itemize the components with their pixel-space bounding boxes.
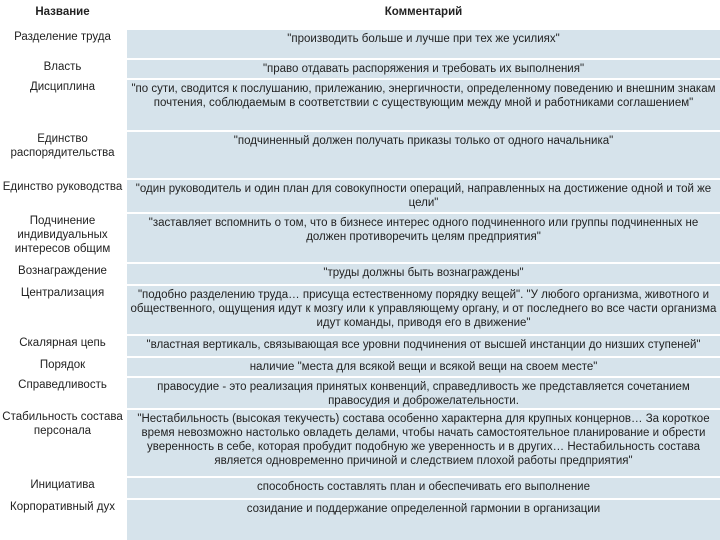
table-row bbox=[0, 356, 720, 376]
table-row bbox=[0, 408, 720, 476]
table-row bbox=[0, 334, 720, 356]
row-name: Справедливость bbox=[0, 376, 125, 408]
row-name: Скалярная цепь bbox=[0, 334, 125, 356]
row-comment: "заставляет вспомнить о том, что в бизнесе интерес одного подчиненного или группы подчиненных не должен противоречить целям предприятия" bbox=[127, 212, 720, 262]
table-row bbox=[0, 28, 720, 58]
row-comment: "право отдавать распоряжения и требовать их выполнения" bbox=[127, 58, 720, 78]
table-row bbox=[0, 262, 720, 284]
row-comment: "подобно разделению труда… присуща естественному порядку вещей". "У любого организма, животного и общественного, ощущения идут к мозгу или к управляющему органу, и от последнего во все части организма идут команды, приводя его в движение" bbox=[127, 284, 720, 334]
row-comment: наличие "места для всякой вещи и всякой вещи на своем месте" bbox=[127, 356, 720, 376]
row-comment: "по сути, сводится к послушанию, прилежанию, энергичности, определенному поведению и внешним знакам почтения, соблюдаемым в соответствии с существующим между мной и работниками соглашением" bbox=[127, 78, 720, 130]
table-row bbox=[0, 212, 720, 262]
row-comment: "Нестабильность (высокая текучесть) состава особенно характерна для крупных концернов… За короткое время невозможно настолько овладеть делами, чтобы начать самостоятельное планирование и обрести уверенность в себе, которая пробудит подобную же уверенность и в других… Нестабильность состава является одновременно причиной и следствием плохой работы предприятия" bbox=[127, 408, 720, 476]
row-name: Централизация bbox=[0, 284, 125, 334]
row-comment: способность составлять план и обеспечивать его выполнение bbox=[127, 476, 720, 498]
table-row bbox=[0, 376, 720, 408]
row-comment: "один руководитель и один план для совокупности операций, направленных на достижение одной и той же цели" bbox=[127, 178, 720, 212]
row-name: Корпоративный дух bbox=[0, 498, 125, 540]
table-row bbox=[0, 78, 720, 130]
row-name: Стабильность состава персонала bbox=[0, 408, 125, 476]
row-name: Власть bbox=[0, 58, 125, 78]
row-name: Единство руководства bbox=[0, 178, 125, 212]
table-row bbox=[0, 498, 720, 540]
table-row bbox=[0, 476, 720, 498]
header-comment: Комментарий bbox=[127, 0, 720, 28]
table-row bbox=[0, 284, 720, 334]
row-comment: правосудие - это реализация принятых конвенций, справедливость же представляется сочетанием правосудия и доброжелательности. bbox=[127, 376, 720, 408]
row-comment: "подчиненный должен получать приказы только от одного начальника" bbox=[127, 130, 720, 178]
row-comment: созидание и поддержание определенной гармонии в организации bbox=[127, 498, 720, 540]
row-name: Порядок bbox=[0, 356, 125, 376]
column-divider bbox=[125, 0, 127, 540]
row-name: Инициатива bbox=[0, 476, 125, 498]
row-name: Дисциплина bbox=[0, 78, 125, 130]
table-row bbox=[0, 178, 720, 212]
row-name: Подчинение индивидуальных интересов общим bbox=[0, 212, 125, 262]
row-name: Разделение труда bbox=[0, 28, 125, 58]
table-header bbox=[0, 0, 720, 28]
row-comment: "властная вертикаль, связывающая все уровни подчинения от высшей инстанции до низших ступеней" bbox=[127, 334, 720, 356]
row-name: Вознаграждение bbox=[0, 262, 125, 284]
table-row bbox=[0, 130, 720, 178]
row-comment: "производить больше и лучше при тех же усилиях" bbox=[127, 28, 720, 58]
row-comment: "труды должны быть вознаграждены" bbox=[127, 262, 720, 284]
header-name: Название bbox=[0, 0, 125, 28]
row-name: Единство распорядительства bbox=[0, 130, 125, 178]
table-row bbox=[0, 58, 720, 78]
